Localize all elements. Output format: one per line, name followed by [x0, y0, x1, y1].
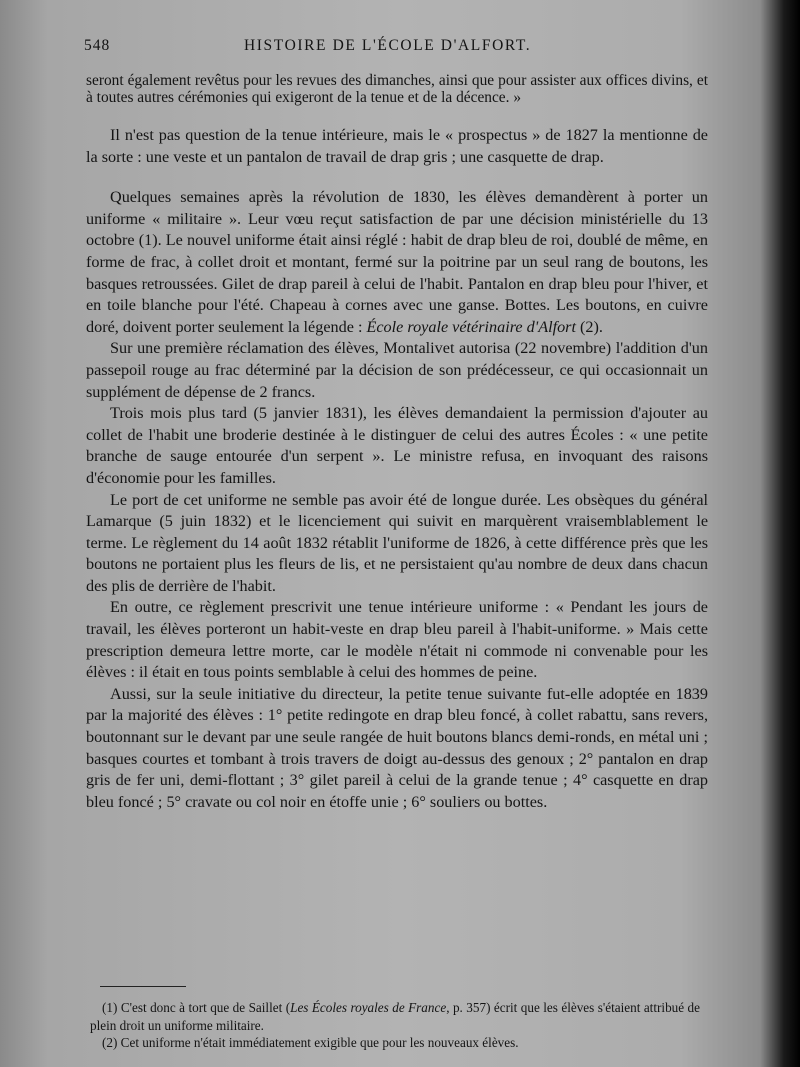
paragraph: Le port de cet uniforme ne semble pas avoir été de longue durée. Les obsèques du général Lamarque (5 juin 1832) et le licenciement qui suivit en marquèrent vraisemblablement le terme. Le règlement du 14 août 1832 rétablit l'uniforme de 1826, à cette différence près que les boutons ne portaient plus les fleurs de lis, et ne persistaient qu'au nombre de deux dans chacun des plis de derrière de l'habit. — [86, 490, 708, 595]
footnote — [90, 999, 700, 1034]
footnote-text: , p. 357) écrit que les élèves s'étaient attribué de plein droit un uniforme militaire. — [90, 1000, 700, 1033]
paragraph: Sur une première réclamation des élèves, Montalivet autorisa (22 novembre) l'addition d'un passepoil rouge au frac déterminé par la décision de son prédécesseur, ce qui occasionnait un supplément de dépense de 2 francs. — [86, 339, 708, 401]
book-page — [74, 34, 706, 1054]
paragraph: Aussi, sur la seule initiative du directeur, la petite tenue suivante fut-elle adoptée en 1839 par la majorité des élèves : 1° petite redingote en drap bleu foncé, à collet rabattu, sans revers, boutonnant sur le devant par une seule rangée de huit boutons blancs demi-ronds, en métal uni ; basques courtes et tombant à trois travers de doigt au-dessus des genoux ; 2° pantalon en drap gris de fer uni, demi-flottant ; 3° gilet pareil à celui de la grande tenue ; 4° casquette en drap bleu foncé ; 5° cravate ou col noir en étoffe unie ; 6° souliers ou bottes. — [86, 684, 708, 811]
footnote-text: (1) C'est donc à tort que de Saillet ( — [102, 1000, 291, 1015]
page-number: 548 — [84, 37, 111, 54]
paragraph: En outre, ce règlement prescrivit une tenue intérieure uniforme : « Pendant les jours de travail, les élèves porteront un habit-veste en drap bleu pareil à l'habit-uniforme. » Mais cette prescription demeura lettre morte, car le modèle n'était ni commode ni convenable pour les élèves : il était en tous points semblable à celui des hommes de peine. — [86, 598, 708, 682]
paragraph: Trois mois plus tard (5 janvier 1831), les élèves demandaient la permission d'ajouter au collet de l'habit une broderie destinée à le distinguer de celui des autres Écoles : « une petite branche de sauge entourée d'un serpent ». Le ministre refusa, en invoquant des raisons d'économie pour les familles. — [86, 404, 708, 487]
italic-phrase: École royale vétérinaire d'Alfort — [366, 317, 576, 336]
paragraph-text: Quelques semaines après la révolution de 1830, les élèves demandèrent à porter un uniforme « militaire ». Leur vœu reçut satisfaction de par une décision ministérielle du 13 octobre (1). Le nouvel uniforme était ainsi réglé : habit de drap bleu de roi, doublé de même, en forme de frac, à collet droit et montant, fermé sur la poitrine par un seul rang de boutons, les basques retroussées. Gilet de drap pareil à celui de l'habit. Pantalon en drap bleu pour l'hiver, et en toile blanche pour l'été. Chapeau à cornes avec une ganse. Bottes. Les boutons, en cuivre doré, doivent porter seulement la légende : — [86, 188, 708, 336]
footnote-italic: Les Écoles royales de France — [290, 1000, 447, 1015]
footnote — [90, 1034, 700, 1052]
footnote-text: (2) Cet uniforme n'était immédiatement exigible que pour les nouveaux élèves. — [102, 1035, 519, 1050]
paragraph — [86, 187, 708, 338]
body-text — [86, 73, 708, 813]
paragraph: Il n'est pas question de la tenue intérieure, mais le « prospectus » de 1827 la mentionne de la sorte : une veste et un pantalon de travail de drap gris ; une casquette de drap. — [86, 126, 708, 166]
running-title: HISTOIRE DE L'ÉCOLE D'ALFORT. — [244, 37, 532, 54]
footnotes — [90, 999, 700, 1052]
footnote-separator — [100, 986, 186, 987]
page-header — [74, 34, 706, 60]
paragraph: seront également revêtus pour les revues des dimanches, ainsi que pour assister aux offices divins, et à toutes autres cérémonies qui exigeront de la tenue et de la décence. » — [86, 72, 708, 106]
footnote-ref: (2). — [580, 317, 603, 336]
